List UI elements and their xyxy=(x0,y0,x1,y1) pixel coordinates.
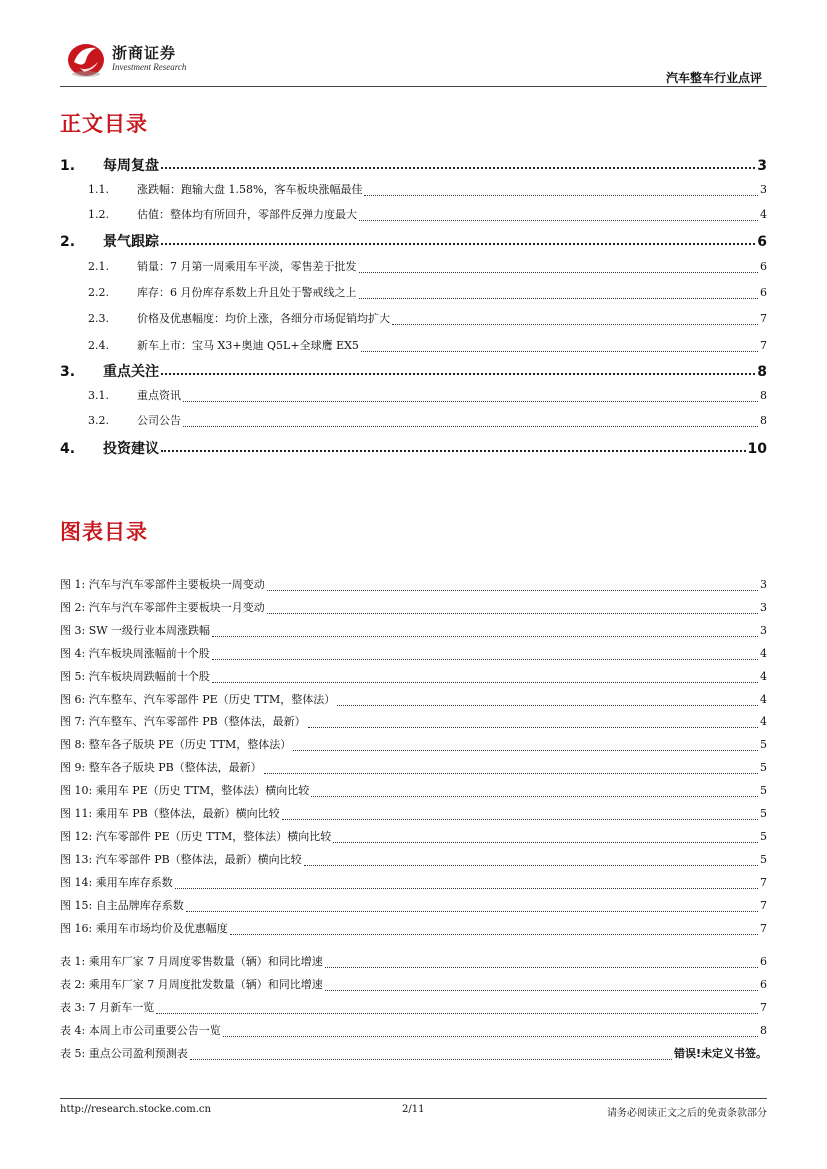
figure-entry-page: 5 xyxy=(760,738,767,752)
toc-dot-leader xyxy=(359,219,758,221)
figure-entry-page: 4 xyxy=(760,669,767,683)
chart-list-entry[interactable] xyxy=(60,691,767,709)
toc-dot-leader xyxy=(364,194,758,196)
figure-dot-leader xyxy=(156,1012,758,1014)
chart-list-entry[interactable] xyxy=(60,736,767,754)
table-list-entry[interactable] xyxy=(60,1045,767,1063)
toc-section-entry[interactable] xyxy=(60,337,767,355)
toc-dot-leader xyxy=(183,425,758,427)
toc-section-entry[interactable] xyxy=(60,387,767,405)
table-list-entry[interactable] xyxy=(60,953,767,971)
toc-section-entry[interactable] xyxy=(60,206,767,224)
toc-dot-leader xyxy=(183,400,758,402)
figure-dot-leader xyxy=(267,612,758,614)
figure-dot-leader xyxy=(308,726,758,728)
toc-entry-number: 1. xyxy=(60,158,76,173)
figure-dot-leader xyxy=(282,818,758,820)
chart-list-entry[interactable] xyxy=(60,759,767,777)
toc-entry-title: 重点关注 xyxy=(103,364,159,379)
toc-entry-title: 涨跌幅：跑输大盘 1.58%，客车板块涨幅最佳 xyxy=(137,183,363,196)
figure-entry-label: 表 5: 重点公司盈利预测表 xyxy=(60,1046,188,1060)
toc-chapter-entry[interactable] xyxy=(60,438,767,456)
toc-entry-page: 4 xyxy=(760,208,767,221)
figure-entry-label: 图 13: 汽车零部件 PB（整体法，最新）横向比较 xyxy=(60,852,302,866)
figure-entry-page: 3 xyxy=(760,623,767,637)
toc-dot-leader xyxy=(359,297,759,299)
toc-dot-leader xyxy=(361,350,758,352)
figure-entry-label: 表 3: 7 月新车一览 xyxy=(60,1000,155,1014)
figure-entry-page: 3 xyxy=(760,600,767,614)
toc-entry-page: 3 xyxy=(760,183,767,196)
figure-entry-label: 表 4: 本周上市公司重要公告一览 xyxy=(60,1023,221,1037)
toc-dot-leader xyxy=(161,166,755,169)
chart-list-entry[interactable] xyxy=(60,713,767,731)
figure-entry-page: 错误!未定义书签。 xyxy=(673,1046,767,1060)
footer-url[interactable]: http://research.stocke.com.cn xyxy=(60,1104,211,1115)
chart-list-entry[interactable] xyxy=(60,805,767,823)
figure-dot-leader xyxy=(223,1035,758,1037)
figure-entry-page: 4 xyxy=(760,646,767,660)
toc-entry-title: 重点资讯 xyxy=(137,389,181,402)
toc-entry-title: 库存：6 月份库存系数上升且处于警戒线之上 xyxy=(137,286,357,299)
logo-english-name: Investment Research xyxy=(112,62,187,72)
toc-entry-title: 估值：整体均有所回升，零部件反弹力度最大 xyxy=(137,208,357,221)
toc-entry-title: 新车上市：宝马 X3+奥迪 Q5L+全球鹰 EX5 xyxy=(137,339,359,352)
figure-entry-label: 图 6: 汽车整车、汽车零部件 PE（历史 TTM，整体法） xyxy=(60,692,336,706)
figure-entry-label: 图 2: 汽车与汽车零部件主要板块一月变动 xyxy=(60,600,265,614)
figure-dot-leader xyxy=(311,795,758,797)
toc-entry-number: 2. xyxy=(60,234,76,249)
toc-chapter-entry[interactable] xyxy=(60,361,767,379)
figure-entry-label: 图 5: 汽车板块周跌幅前十个股 xyxy=(60,669,210,683)
chart-list-entry[interactable] xyxy=(60,920,767,938)
toc-entry-page: 8 xyxy=(760,389,767,402)
toc-entry-page: 6 xyxy=(760,260,767,273)
toc-entry-title: 价格及优惠幅度：均价上涨，各细分市场促销均扩大 xyxy=(137,312,390,325)
toc-entry-number: 2.3. xyxy=(88,312,109,325)
figure-dot-leader xyxy=(325,989,758,991)
figure-entry-page: 5 xyxy=(760,761,767,775)
page-number: 2/11 xyxy=(402,1104,425,1115)
figure-entry-page: 5 xyxy=(760,784,767,798)
figure-dot-leader xyxy=(325,966,758,968)
toc-entry-number: 1.2. xyxy=(88,208,109,221)
footer-divider xyxy=(60,1098,767,1099)
figure-entry-label: 图 1: 汽车与汽车零部件主要板块一周变动 xyxy=(60,578,265,591)
figure-entry-page: 5 xyxy=(760,852,767,866)
logo-chinese-name: 浙商证券 xyxy=(112,44,177,62)
figure-entry-page: 7 xyxy=(760,921,767,935)
toc-entry-title: 销量：7 月第一周乘用车平淡，零售差于批发 xyxy=(137,260,357,273)
logo-mark-icon xyxy=(66,38,108,80)
figure-entry-page: 5 xyxy=(760,829,767,843)
report-type: 汽车整车行业点评 xyxy=(665,71,762,85)
toc-entry-page: 10 xyxy=(747,441,767,456)
toc-entry-number: 4. xyxy=(60,441,76,456)
chart-list-entry[interactable] xyxy=(60,645,767,663)
figure-dot-leader xyxy=(212,658,758,660)
figure-dot-leader xyxy=(337,704,758,706)
table-list-entry[interactable] xyxy=(60,976,767,994)
toc-entry-title: 每周复盘 xyxy=(103,158,159,173)
figure-entry-page: 3 xyxy=(760,578,767,591)
toc-entry-page: 6 xyxy=(757,234,767,249)
toc-entry-number: 2.2. xyxy=(88,286,109,299)
toc-entry-number: 3.2. xyxy=(88,414,109,427)
figure-dot-leader xyxy=(212,635,758,637)
toc-section-entry[interactable] xyxy=(60,181,767,199)
toc-dot-leader xyxy=(161,242,755,245)
figure-entry-label: 图 14: 乘用车库存系数 xyxy=(60,875,173,889)
figure-entry-page: 7 xyxy=(760,898,767,912)
figure-entry-label: 表 2: 乘用车厂家 7 月周度批发数量（辆）和同比增速 xyxy=(60,977,323,991)
figure-entry-label: 图 7: 汽车整车、汽车零部件 PB（整体法，最新） xyxy=(60,715,306,729)
figure-entry-label: 图 10: 乘用车 PE（历史 TTM，整体法）横向比较 xyxy=(60,784,310,798)
chart-list-entry[interactable] xyxy=(60,851,767,869)
chart-list-entry[interactable] xyxy=(60,599,767,617)
chart-list-entry[interactable] xyxy=(60,782,767,800)
figure-entry-page: 4 xyxy=(760,692,767,706)
disclaimer-note: 请务必阅读正文之后的免责条款部分 xyxy=(607,1108,767,1119)
figure-dot-leader xyxy=(267,589,758,591)
toc-chapter-entry[interactable] xyxy=(60,231,767,249)
figure-entry-label: 图 8: 整车各子版块 PE（历史 TTM，整体法） xyxy=(60,738,292,752)
toc-entry-title: 投资建议 xyxy=(103,441,159,456)
toc-entry-number: 1.1. xyxy=(88,183,109,196)
figures-title: 图表目录 xyxy=(60,520,148,544)
chart-list-entry[interactable] xyxy=(60,622,767,640)
figure-dot-leader xyxy=(186,910,758,912)
toc-entry-page: 8 xyxy=(760,414,767,427)
figure-dot-leader xyxy=(264,772,758,774)
header-divider xyxy=(60,86,767,87)
figure-entry-page: 8 xyxy=(760,1023,767,1037)
figure-entry-page: 4 xyxy=(760,715,767,729)
figure-entry-label: 图 12: 汽车零部件 PE（历史 TTM，整体法）横向比较 xyxy=(60,829,332,843)
table-list-entry[interactable] xyxy=(60,1022,767,1040)
toc-entry-page: 8 xyxy=(757,364,767,379)
toc-chapter-entry[interactable] xyxy=(60,155,767,173)
figure-dot-leader xyxy=(190,1058,672,1060)
toc-section-entry[interactable] xyxy=(60,284,767,302)
toc-section-entry[interactable] xyxy=(60,310,767,328)
toc-title: 正文目录 xyxy=(60,112,148,136)
figure-entry-page: 6 xyxy=(760,955,767,968)
figure-entry-page: 6 xyxy=(760,977,767,991)
toc-dot-leader xyxy=(161,372,755,375)
figure-dot-leader xyxy=(304,864,758,866)
chart-list-entry[interactable] xyxy=(60,668,767,686)
table-list-entry[interactable] xyxy=(60,999,767,1017)
figure-entry-page: 5 xyxy=(760,807,767,820)
toc-entry-page: 3 xyxy=(757,158,767,173)
figure-dot-leader xyxy=(230,933,758,935)
toc-entry-number: 3.1. xyxy=(88,389,109,402)
figure-dot-leader xyxy=(333,841,758,843)
toc-section-entry[interactable] xyxy=(60,258,767,276)
toc-dot-leader xyxy=(392,323,758,325)
figure-dot-leader xyxy=(175,887,758,889)
figure-entry-label: 表 1: 乘用车厂家 7 月周度零售数量（辆）和同比增速 xyxy=(60,955,323,968)
toc-entry-title: 公司公告 xyxy=(137,414,181,427)
figure-entry-label: 图 4: 汽车板块周涨幅前十个股 xyxy=(60,646,210,660)
toc-entry-number: 2.1. xyxy=(88,260,109,273)
figure-dot-leader xyxy=(293,749,758,751)
toc-entry-number: 2.4. xyxy=(88,339,109,352)
chart-list-entry[interactable] xyxy=(60,828,767,846)
chart-list-entry[interactable] xyxy=(60,897,767,915)
toc-dot-leader xyxy=(161,449,746,452)
toc-entry-page: 7 xyxy=(760,312,767,325)
figure-entry-label: 图 11: 乘用车 PB（整体法，最新）横向比较 xyxy=(60,807,280,820)
toc-entry-title: 景气跟踪 xyxy=(103,234,159,249)
chart-list-entry[interactable] xyxy=(60,874,767,892)
figure-entry-label: 图 3: SW 一级行业本周涨跌幅 xyxy=(60,623,211,637)
figure-entry-label: 图 16: 乘用车市场均价及优惠幅度 xyxy=(60,921,228,935)
figure-entry-page: 7 xyxy=(760,875,767,889)
toc-dot-leader xyxy=(359,271,759,273)
toc-section-entry[interactable] xyxy=(60,412,767,430)
toc-entry-page: 6 xyxy=(760,286,767,299)
figure-dot-leader xyxy=(212,681,758,683)
company-logo xyxy=(66,38,186,80)
figure-entry-label: 图 15: 自主品牌库存系数 xyxy=(60,898,184,912)
toc-entry-page: 7 xyxy=(760,339,767,352)
toc-entry-number: 3. xyxy=(60,364,76,379)
figure-entry-label: 图 9: 整车各子版块 PB（整体法，最新） xyxy=(60,761,262,775)
chart-list-entry[interactable] xyxy=(60,576,767,594)
figure-entry-page: 7 xyxy=(760,1000,767,1014)
